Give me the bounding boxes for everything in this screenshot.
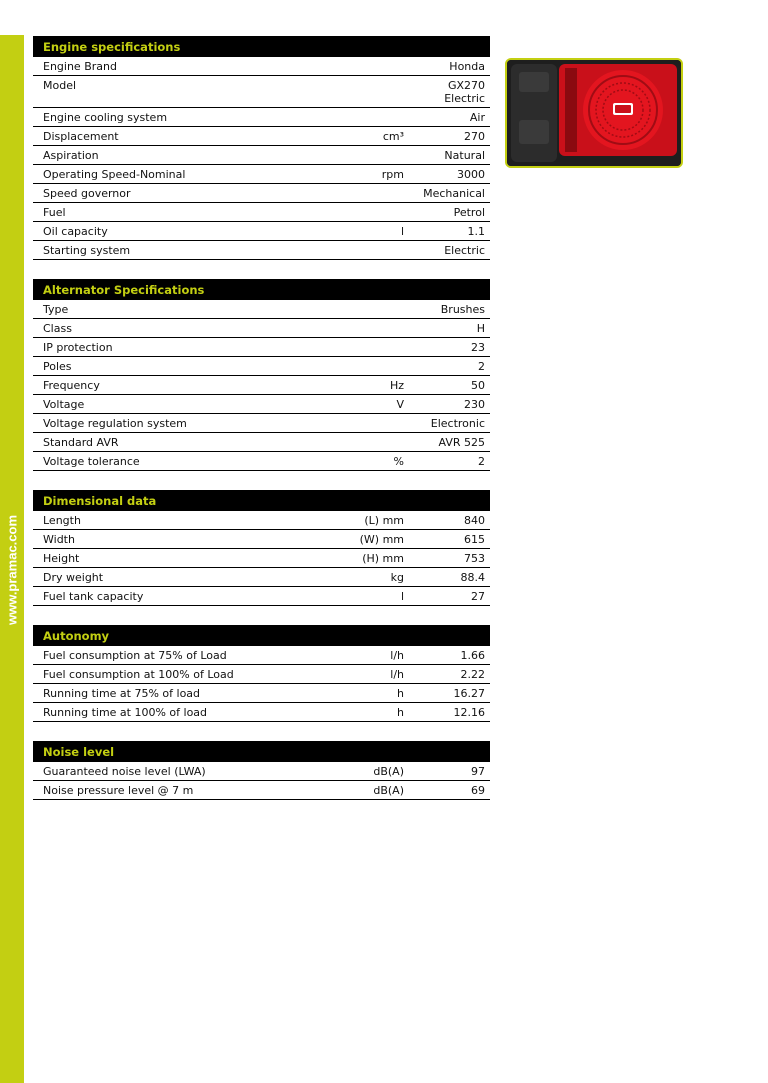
spec-label: Fuel consumption at 75% of Load: [43, 649, 227, 662]
spec-row: [33, 222, 490, 241]
spec-label: Voltage regulation system: [43, 417, 187, 430]
spec-unit: l: [400, 225, 404, 238]
spec-unit: l/h: [390, 649, 404, 662]
spec-row: [33, 781, 490, 800]
spec-row: [33, 165, 490, 184]
spec-value: 2: [478, 360, 485, 373]
spec-label: Height: [43, 552, 80, 565]
engine-image: [505, 58, 683, 168]
spec-value: 69: [471, 784, 485, 797]
spec-label: Width: [43, 533, 75, 546]
spec-value: 16.27: [453, 687, 485, 700]
spec-value: 270: [464, 130, 485, 143]
spec-unit: kg: [390, 571, 404, 584]
spec-label: IP protection: [43, 341, 113, 354]
spec-row: [33, 395, 490, 414]
spec-row: [33, 203, 490, 222]
spec-row: [33, 511, 490, 530]
spec-row: [33, 414, 490, 433]
spec-value: 2: [478, 455, 485, 468]
section-alternator-specifications: [33, 279, 490, 471]
spec-value: AVR 525: [438, 436, 485, 449]
spec-label: Fuel tank capacity: [43, 590, 144, 603]
section-autonomy: [33, 625, 490, 722]
section-header: Autonomy: [33, 625, 490, 646]
spec-unit: l: [400, 590, 404, 603]
spec-row: [33, 357, 490, 376]
spec-label: Dry weight: [43, 571, 104, 584]
spec-value: Electric: [444, 244, 485, 257]
sidebar-band: [0, 35, 24, 1083]
spec-value: 2.22: [460, 668, 485, 681]
spec-label: Speed governor: [43, 187, 131, 200]
spec-value: Electronic: [430, 417, 485, 430]
website-label: www.pramac.com: [4, 514, 20, 626]
spec-row: [33, 568, 490, 587]
spec-row: [33, 76, 490, 108]
spec-row: [33, 127, 490, 146]
spec-label: Operating Speed-Nominal: [43, 168, 186, 181]
spec-label: Engine Brand: [43, 60, 117, 73]
spec-value: Honda: [449, 60, 485, 73]
spec-row: [33, 646, 490, 665]
spec-row: [33, 665, 490, 684]
spec-label: Fuel consumption at 100% of Load: [43, 668, 234, 681]
spec-unit: h: [397, 706, 404, 719]
spec-row: [33, 684, 490, 703]
spec-value: Mechanical: [423, 187, 485, 200]
spec-label: Voltage: [43, 398, 85, 411]
spec-value: 50: [471, 379, 485, 392]
spec-unit: %: [393, 455, 404, 468]
spec-label: Fuel: [43, 206, 66, 219]
spec-row: [33, 241, 490, 260]
spec-row: [33, 762, 490, 781]
spec-value: 1.66: [460, 649, 485, 662]
spec-unit: rpm: [381, 168, 404, 181]
spec-unit: (W) mm: [359, 533, 404, 546]
spec-row: [33, 319, 490, 338]
spec-row: [33, 57, 490, 76]
spec-value: 1.1: [467, 225, 485, 238]
spec-label: Length: [43, 514, 81, 527]
spec-value: 753: [464, 552, 485, 565]
spec-label: Running time at 100% of load: [43, 706, 208, 719]
spec-unit: (H) mm: [362, 552, 404, 565]
spec-row: [33, 452, 490, 471]
spec-value: H: [476, 322, 485, 335]
section-noise-level: [33, 741, 490, 800]
spec-label: Displacement: [43, 130, 119, 143]
spec-unit: l/h: [390, 668, 404, 681]
spec-label: Class: [43, 322, 72, 335]
spec-value: Petrol: [453, 206, 485, 219]
spec-label: Standard AVR: [43, 436, 119, 449]
spec-label: Poles: [43, 360, 72, 373]
spec-unit: Hz: [389, 379, 404, 392]
spec-row: [33, 376, 490, 395]
spec-value: 615: [464, 533, 485, 546]
section-header: Dimensional data: [33, 490, 490, 511]
spec-tables: [33, 36, 490, 819]
spec-value: 97: [471, 765, 485, 778]
spec-label: Starting system: [43, 244, 131, 257]
spec-row: [33, 184, 490, 203]
spec-value: Brushes: [440, 303, 485, 316]
spec-unit: (L) mm: [364, 514, 404, 527]
spec-value: 23: [471, 341, 485, 354]
engine-photo-icon: [507, 60, 681, 166]
spec-unit: dB(A): [373, 784, 404, 797]
spec-row: [33, 300, 490, 319]
spec-row: [33, 703, 490, 722]
spec-label: Aspiration: [43, 149, 99, 162]
spec-label: Oil capacity: [43, 225, 108, 238]
section-dimensional-data: [33, 490, 490, 606]
spec-value: 230: [464, 398, 485, 411]
spec-label: Model: [43, 79, 77, 92]
spec-row: [33, 587, 490, 606]
spec-label: Running time at 75% of load: [43, 687, 201, 700]
spec-value: 12.16: [453, 706, 485, 719]
spec-label: Type: [43, 303, 69, 316]
spec-unit: V: [396, 398, 404, 411]
spec-value: Air: [469, 111, 485, 124]
spec-row: [33, 433, 490, 452]
spec-row: [33, 108, 490, 127]
spec-label: Engine cooling system: [43, 111, 168, 124]
spec-value: 88.4: [460, 571, 485, 584]
spec-row: [33, 530, 490, 549]
spec-row: [33, 146, 490, 165]
section-header: Engine specifications: [33, 36, 490, 57]
spec-value: Natural: [444, 149, 485, 162]
spec-unit: cm³: [382, 130, 404, 143]
spec-value: 3000: [457, 168, 485, 181]
spec-row: [33, 549, 490, 568]
section-engine-specifications: [33, 36, 490, 260]
spec-label: Voltage tolerance: [43, 455, 140, 468]
spec-value: 840: [464, 514, 485, 527]
spec-label: Noise pressure level @ 7 m: [43, 784, 194, 797]
spec-unit: dB(A): [373, 765, 404, 778]
spec-value: GX270 Electric: [444, 79, 485, 105]
section-header: Noise level: [33, 741, 490, 762]
spec-row: [33, 338, 490, 357]
spec-label: Guaranteed noise level (LWA): [43, 765, 206, 778]
section-header: Alternator Specifications: [33, 279, 490, 300]
spec-label: Frequency: [43, 379, 100, 392]
spec-value: 27: [471, 590, 485, 603]
spec-unit: h: [397, 687, 404, 700]
